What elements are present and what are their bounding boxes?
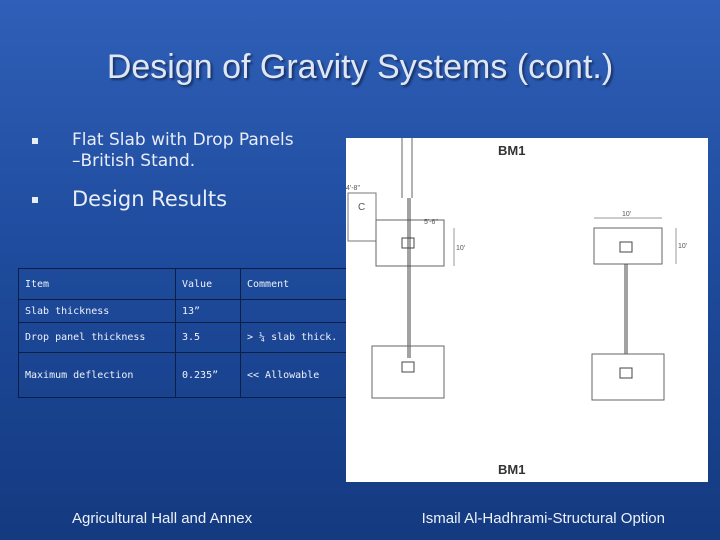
bullet-text-line2: –British Stand.	[72, 151, 196, 171]
column-header-item: Item	[19, 269, 176, 300]
table-cell: 13”	[176, 300, 241, 323]
structural-plan-drawing	[346, 138, 708, 482]
bm1-top-label: BM1	[498, 143, 526, 158]
square-bullet-icon	[32, 197, 38, 203]
bullet-list	[32, 130, 352, 212]
table-cell: << Allowable	[241, 353, 356, 398]
dimension-text: 10'	[678, 243, 688, 250]
beam-drawing-panel	[346, 138, 708, 482]
dimension-text: 10'	[456, 245, 466, 252]
table-row	[19, 323, 356, 353]
column-header-value: Value	[176, 269, 241, 300]
drop-panel-outline	[348, 193, 376, 241]
table-row	[19, 300, 356, 323]
footer-author: Ismail Al-Hadhrami-Structural Option	[421, 510, 665, 527]
column-square	[402, 362, 414, 372]
table-header-row	[19, 269, 356, 300]
table-cell: 3.5	[176, 323, 241, 353]
table-cell: Slab thickness	[19, 300, 176, 323]
bullet-item-design-results	[32, 186, 352, 212]
bullet-text: Design Results	[72, 187, 228, 211]
table-row	[19, 353, 356, 398]
square-bullet-icon	[32, 138, 38, 144]
column-square	[620, 242, 632, 252]
column-letter: C	[358, 202, 366, 213]
dimension-text: 5'-6"	[424, 219, 438, 226]
table-cell: Drop panel thickness	[19, 323, 176, 353]
drop-panel	[594, 228, 662, 264]
table-cell: > ¼ slab thick.	[241, 323, 356, 353]
table-cell: 0.235”	[176, 353, 241, 398]
dimension-text: 10'	[622, 211, 632, 218]
drop-panel	[592, 354, 664, 400]
column-header-comment: Comment	[241, 269, 356, 300]
design-results-table	[18, 268, 356, 398]
bullet-item-flat-slab	[32, 130, 352, 172]
dimension-text: 4'-8"	[346, 185, 360, 192]
footer-project-name: Agricultural Hall and Annex	[72, 510, 253, 527]
table-cell: Maximum deflection	[19, 353, 176, 398]
bullet-text-line1: Flat Slab with Drop Panels	[72, 130, 294, 150]
column-square	[620, 368, 632, 378]
table-cell	[241, 300, 356, 323]
slide-title: Design of Gravity Systems (cont.)	[106, 48, 614, 86]
bm1-bottom-label: BM1	[498, 462, 526, 477]
